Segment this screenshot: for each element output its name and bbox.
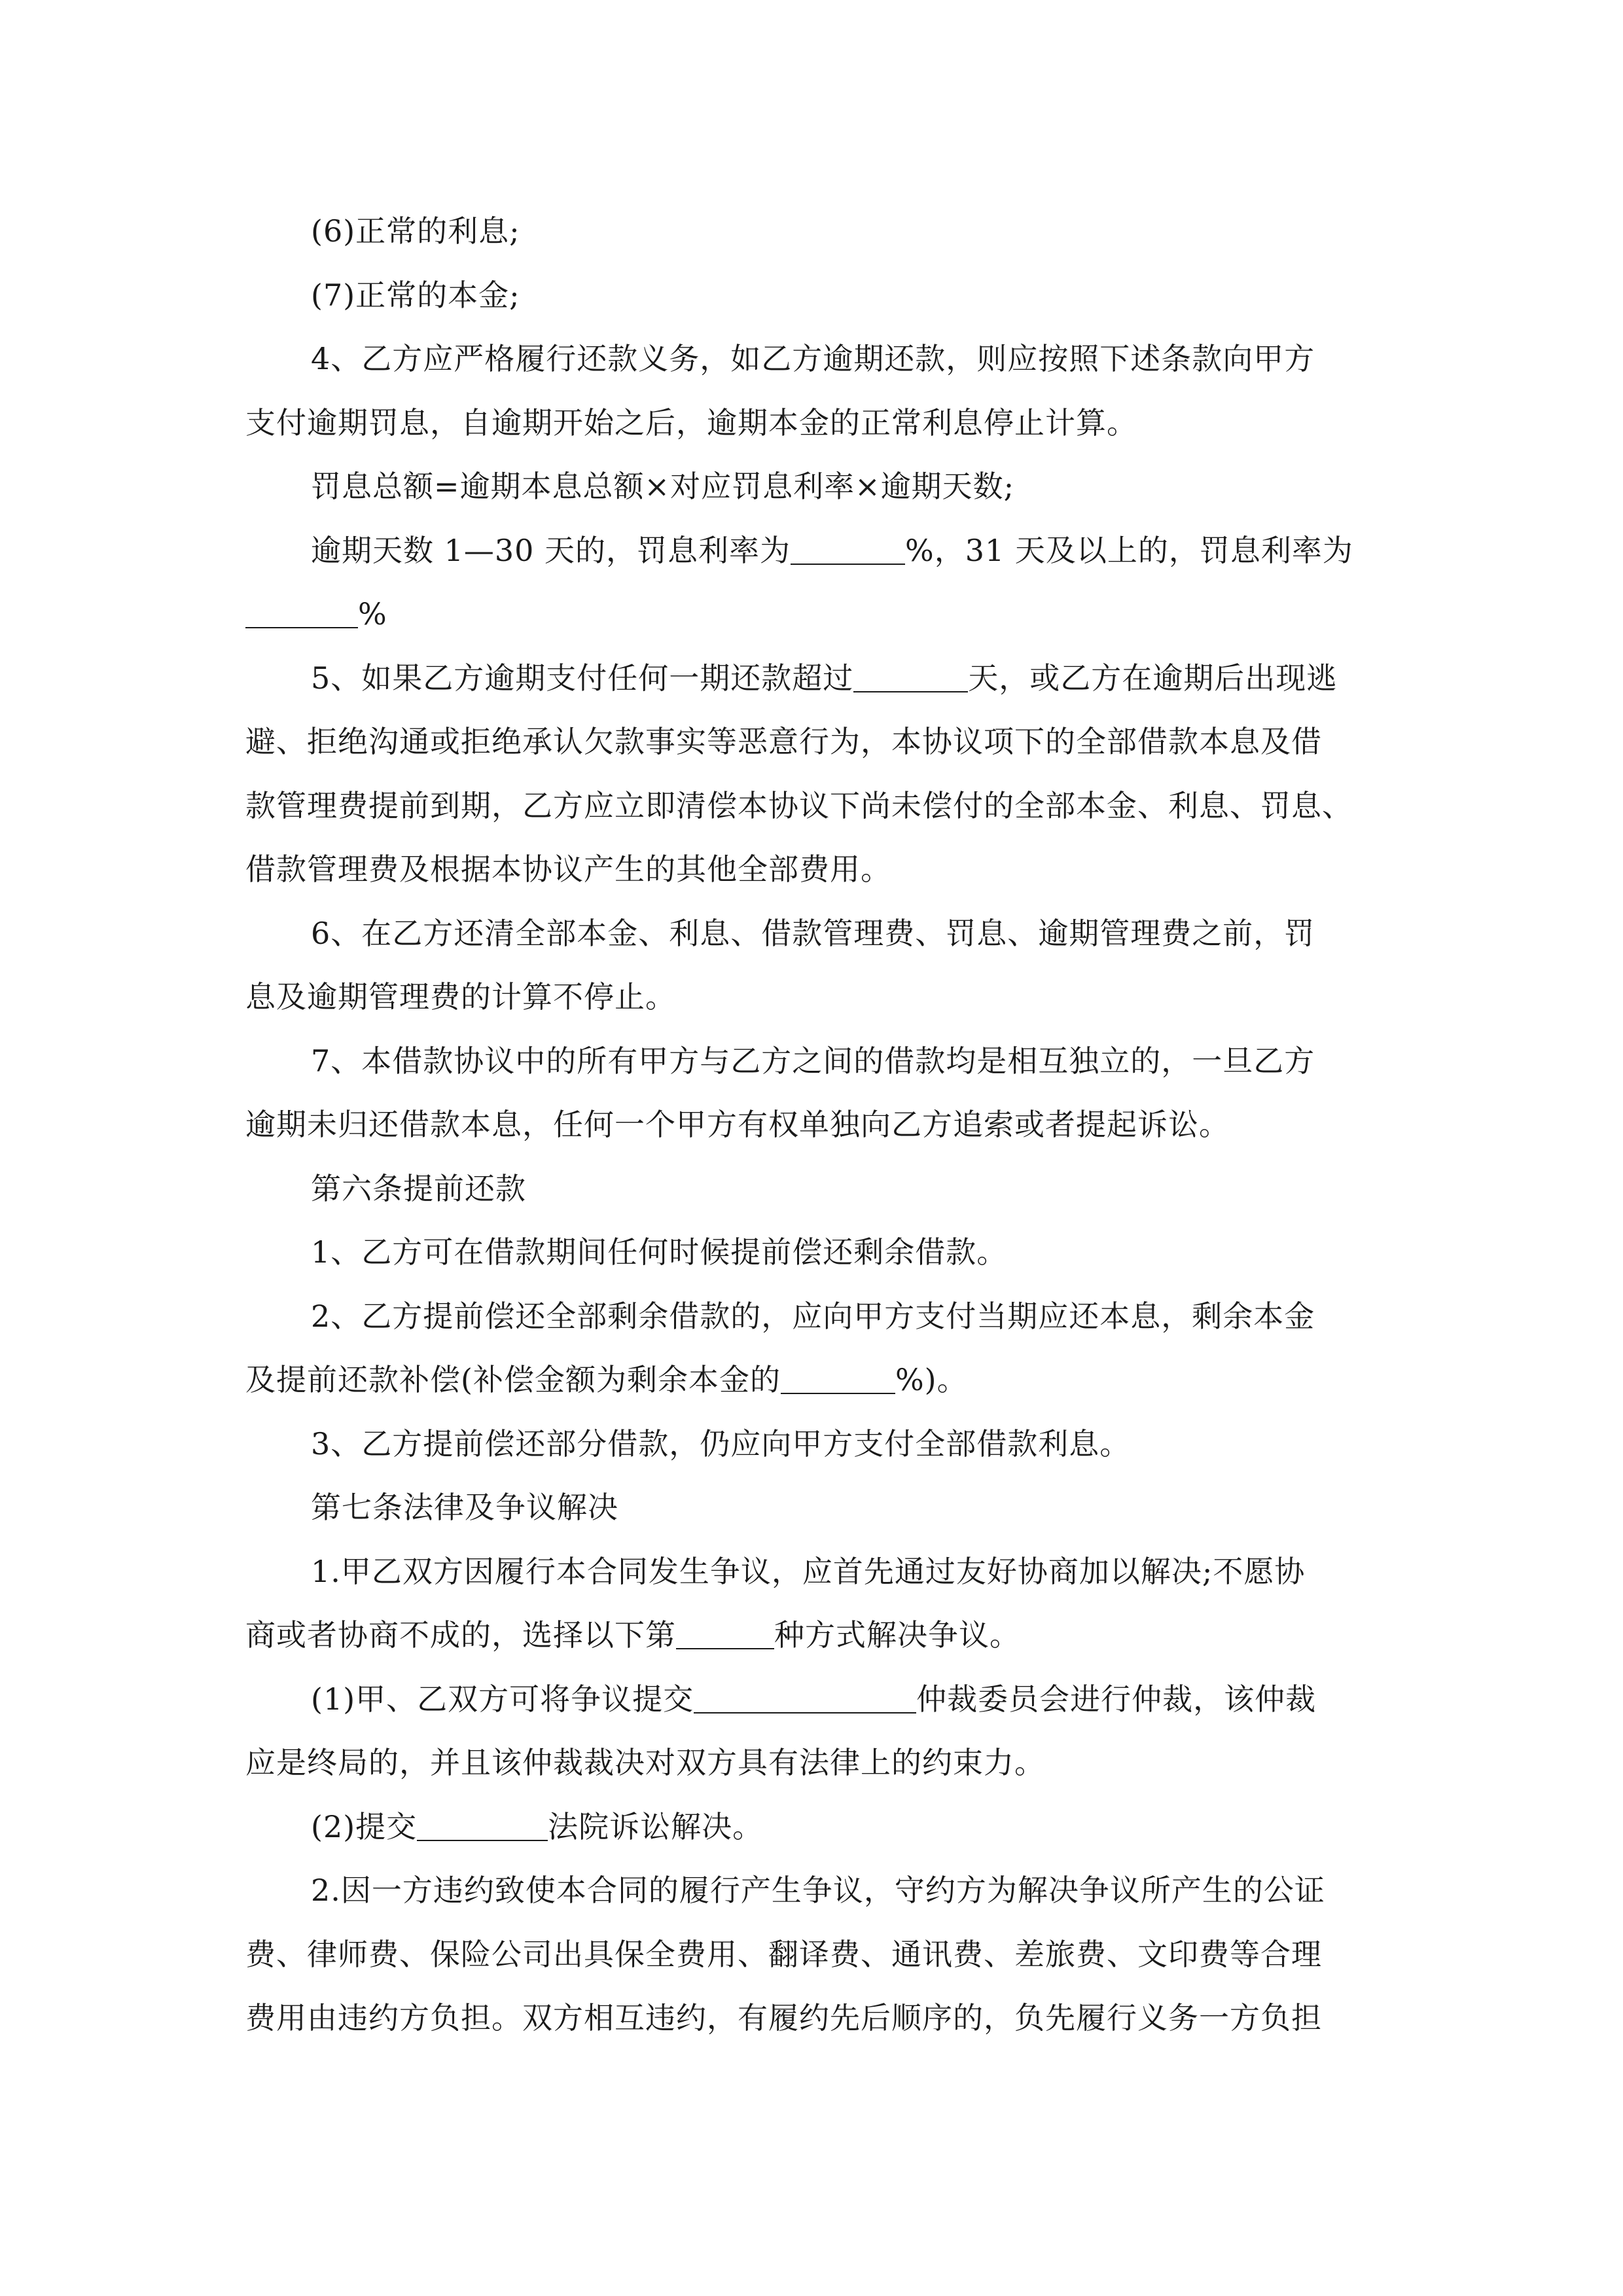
text-segment: 5、如果乙方逾期支付任何一期还款超过 bbox=[311, 660, 854, 696]
text-segment: 法院诉讼解决。 bbox=[548, 1808, 764, 1844]
text-line bbox=[245, 838, 1378, 902]
fill-in-blank bbox=[853, 665, 968, 692]
contract-body bbox=[245, 200, 1378, 2051]
text-segment: (6)正常的利息; bbox=[311, 213, 520, 249]
text-segment: (2)提交 bbox=[311, 1808, 418, 1844]
text-segment: %，31 天及以上的，罚息利率为 bbox=[905, 532, 1353, 568]
text-line bbox=[245, 1859, 1378, 1923]
text-line bbox=[245, 710, 1378, 774]
text-line bbox=[245, 1093, 1378, 1157]
text-segment: 应是终局的，并且该仲裁裁决对双方具有法律上的约束力。 bbox=[245, 1745, 1045, 1780]
fill-in-blank bbox=[694, 1686, 916, 1713]
text-line bbox=[245, 1731, 1378, 1795]
text-line bbox=[245, 1157, 1378, 1221]
text-segment: 1、乙方可在借款期间任何时候提前偿还剩余借款。 bbox=[311, 1234, 1008, 1270]
text-segment: 费、律师费、保险公司出具保全费用、翻译费、通讯费、差旅费、文印费等合理 bbox=[245, 1936, 1322, 1972]
text-segment: 息及逾期管理费的计算不停止。 bbox=[245, 979, 676, 1014]
text-segment: 第六条提前还款 bbox=[311, 1170, 526, 1206]
text-segment: % bbox=[358, 596, 387, 632]
text-segment: 避、拒绝沟通或拒绝承认欠款事实等恶意行为，本协议项下的全部借款本息及借 bbox=[245, 724, 1322, 759]
fill-in-blank bbox=[676, 1622, 774, 1649]
text-line bbox=[245, 1285, 1378, 1349]
text-segment: 逾期天数 1—30 天的，罚息利率为 bbox=[311, 532, 791, 568]
text-segment: 3、乙方提前偿还部分借款，仍应向甲方支付全部借款利息。 bbox=[311, 1426, 1131, 1462]
text-segment: 第七条法律及争议解决 bbox=[311, 1490, 618, 1525]
text-line bbox=[245, 1668, 1378, 1732]
text-line bbox=[245, 965, 1378, 1030]
text-line bbox=[245, 519, 1378, 583]
text-line bbox=[245, 391, 1378, 456]
text-segment: 2、乙方提前偿还全部剩余借款的，应向甲方支付当期应还本息，剩余本金 bbox=[311, 1298, 1315, 1334]
text-segment: 支付逾期罚息，自逾期开始之后，逾期本金的正常利息停止计算。 bbox=[245, 404, 1137, 440]
text-line bbox=[245, 455, 1378, 519]
text-segment: 2.因一方违约致使本合同的履行产生争议，守约方为解决争议所产生的公证 bbox=[311, 1873, 1325, 1908]
text-segment: (7)正常的本金; bbox=[311, 277, 520, 313]
text-segment: 种方式解决争议。 bbox=[774, 1617, 1020, 1653]
text-line bbox=[245, 1795, 1378, 1859]
text-segment: 6、在乙方还清全部本金、利息、借款管理费、罚息、逾期管理费之前，罚 bbox=[311, 915, 1315, 951]
text-segment: 借款管理费及根据本协议产生的其他全部费用。 bbox=[245, 852, 891, 887]
text-segment: 7、本借款协议中的所有甲方与乙方之间的借款均是相互独立的，一旦乙方 bbox=[311, 1043, 1315, 1079]
text-segment: 4、乙方应严格履行还款义务，如乙方逾期还款，则应按照下述条款向甲方 bbox=[311, 341, 1315, 376]
text-segment: 1.甲乙双方因履行本合同发生争议，应首先通过友好协商加以解决;不愿协 bbox=[311, 1553, 1306, 1589]
text-line bbox=[245, 1923, 1378, 1987]
text-segment: 仲裁委员会进行仲裁，该仲裁 bbox=[916, 1681, 1317, 1717]
text-segment: 商或者协商不成的，选择以下第 bbox=[245, 1617, 676, 1653]
text-segment: 罚息总额=逾期本息总额×对应罚息利率×逾期天数; bbox=[311, 469, 1015, 504]
fill-in-blank bbox=[791, 537, 905, 565]
text-line bbox=[245, 774, 1378, 838]
text-line bbox=[245, 200, 1378, 264]
text-segment: 费用由违约方负担。双方相互违约，有履约先后顺序的，负先履行义务一方负担 bbox=[245, 2000, 1322, 2036]
text-line bbox=[245, 1348, 1378, 1412]
text-line bbox=[245, 264, 1378, 328]
text-line bbox=[245, 1221, 1378, 1285]
text-segment: 及提前还款补偿(补偿金额为剩余本金的 bbox=[245, 1362, 781, 1397]
text-line bbox=[245, 1604, 1378, 1668]
text-segment: 款管理费提前到期，乙方应立即清偿本协议下尚未偿付的全部本金、利息、罚息、 bbox=[245, 787, 1353, 823]
text-line bbox=[245, 1412, 1378, 1477]
text-line bbox=[245, 1986, 1378, 2051]
text-line bbox=[245, 583, 1378, 647]
text-line bbox=[245, 1540, 1378, 1604]
fill-in-blank bbox=[417, 1814, 548, 1841]
text-line bbox=[245, 1476, 1378, 1540]
text-segment: 逾期未归还借款本息，任何一个甲方有权单独向乙方追索或者提起诉讼。 bbox=[245, 1107, 1230, 1142]
text-segment: (1)甲、乙双方可将争议提交 bbox=[311, 1681, 694, 1717]
text-line bbox=[245, 902, 1378, 966]
text-segment: %)。 bbox=[895, 1362, 968, 1397]
text-segment: 天，或乙方在逾期后出现逃 bbox=[968, 660, 1338, 696]
text-line bbox=[245, 1030, 1378, 1094]
fill-in-blank bbox=[245, 601, 358, 628]
text-line bbox=[245, 647, 1378, 711]
text-line bbox=[245, 327, 1378, 391]
fill-in-blank bbox=[781, 1367, 895, 1394]
